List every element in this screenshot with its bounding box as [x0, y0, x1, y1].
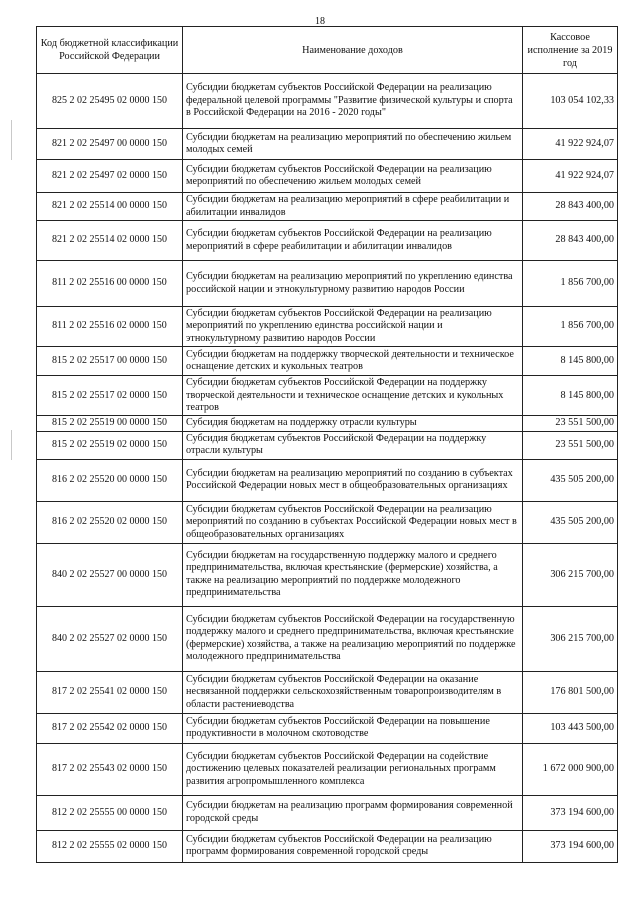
scan-edge-mark [11, 430, 12, 460]
table-row [37, 307, 618, 347]
row-code: 816 2 02 25520 00 0000 150 [37, 459, 183, 501]
row-name: Субсидии бюджетам субъектов Российской Федерации на реализацию мероприятий по укреплению единства российской нации и этнокультурному развитию народов России [183, 307, 523, 347]
scan-edge-mark [11, 120, 12, 160]
row-amount: 8 145 800,00 [523, 376, 618, 416]
table-row [37, 795, 618, 830]
row-amount: 306 215 700,00 [523, 606, 618, 671]
row-amount: 306 215 700,00 [523, 543, 618, 606]
row-name: Субсидии бюджетам на реализацию мероприятий по созданию в субъектах Российской Федерации новых мест в общеобразовательных организациях [183, 459, 523, 501]
row-amount: 8 145 800,00 [523, 347, 618, 376]
table-header-row [37, 27, 618, 74]
row-code: 821 2 02 25514 00 0000 150 [37, 193, 183, 221]
table-row [37, 459, 618, 501]
row-name: Субсидии бюджетам на реализацию программ формирования современной городской среды [183, 795, 523, 830]
row-name: Субсидии бюджетам субъектов Российской Федерации на содействие достижению целевых показателей реализации региональных программ развития агропромышленного комплекса [183, 743, 523, 795]
row-code: 825 2 02 25495 02 0000 150 [37, 74, 183, 129]
table-row [37, 74, 618, 129]
row-code: 821 2 02 25497 02 0000 150 [37, 160, 183, 193]
table-row [37, 347, 618, 376]
row-amount: 28 843 400,00 [523, 221, 618, 261]
row-amount: 23 551 500,00 [523, 416, 618, 431]
header-amount: Кассовое исполнение за 2019 год [523, 27, 618, 74]
row-code: 815 2 02 25519 00 0000 150 [37, 416, 183, 431]
row-name: Субсидии бюджетам на государственную поддержку малого и среднего предпринимательства, включая крестьянские (фермерские) хозяйства, а также на реализацию мероприятий по поддержке молодежного предпринимательства [183, 543, 523, 606]
row-amount: 103 443 500,00 [523, 713, 618, 743]
row-amount: 103 054 102,33 [523, 74, 618, 129]
row-name: Субсидии бюджетам субъектов Российской Федерации на повышение продуктивности в молочном скотоводстве [183, 713, 523, 743]
row-code: 811 2 02 25516 00 0000 150 [37, 261, 183, 307]
row-code: 840 2 02 25527 00 0000 150 [37, 543, 183, 606]
row-name: Субсидии бюджетам субъектов Российской Федерации на реализацию федеральной целевой программы "Развитие физической культуры и спорта в Российской Федерации на 2016 - 2020 годы" [183, 74, 523, 129]
row-amount: 435 505 200,00 [523, 501, 618, 543]
row-amount: 176 801 500,00 [523, 671, 618, 713]
row-name: Субсидии бюджетам на реализацию мероприятий по укреплению единства российской нации и этнокультурному развитию народов России [183, 261, 523, 307]
row-amount: 23 551 500,00 [523, 431, 618, 459]
table-row [37, 743, 618, 795]
header-code: Код бюджетной классификации Российской Федерации [37, 27, 183, 74]
table-row [37, 606, 618, 671]
row-name: Субсидии бюджетам на реализацию мероприятий в сфере реабилитации и абилитации инвалидов [183, 193, 523, 221]
row-code: 817 2 02 25543 02 0000 150 [37, 743, 183, 795]
row-amount: 1 856 700,00 [523, 261, 618, 307]
row-amount: 28 843 400,00 [523, 193, 618, 221]
header-name: Наименование доходов [183, 27, 523, 74]
table-row [37, 221, 618, 261]
row-code: 817 2 02 25542 02 0000 150 [37, 713, 183, 743]
row-code: 815 2 02 25519 02 0000 150 [37, 431, 183, 459]
row-name: Субсидия бюджетам субъектов Российской Федерации на поддержку отрасли культуры [183, 431, 523, 459]
table-row [37, 261, 618, 307]
row-amount: 41 922 924,07 [523, 160, 618, 193]
row-name: Субсидия бюджетам на поддержку отрасли культуры [183, 416, 523, 431]
row-code: 816 2 02 25520 02 0000 150 [37, 501, 183, 543]
row-amount: 1 856 700,00 [523, 307, 618, 347]
row-code: 815 2 02 25517 00 0000 150 [37, 347, 183, 376]
row-amount: 435 505 200,00 [523, 459, 618, 501]
table-row [37, 193, 618, 221]
row-name: Субсидии бюджетам на реализацию мероприятий по обеспечению жильем молодых семей [183, 129, 523, 160]
row-code: 817 2 02 25541 02 0000 150 [37, 671, 183, 713]
row-amount: 41 922 924,07 [523, 129, 618, 160]
table-row [37, 543, 618, 606]
row-amount: 373 194 600,00 [523, 830, 618, 862]
table-row [37, 376, 618, 416]
row-code: 812 2 02 25555 02 0000 150 [37, 830, 183, 862]
row-code: 821 2 02 25497 00 0000 150 [37, 129, 183, 160]
row-code: 811 2 02 25516 02 0000 150 [37, 307, 183, 347]
table-row [37, 160, 618, 193]
table-row [37, 501, 618, 543]
row-code: 821 2 02 25514 02 0000 150 [37, 221, 183, 261]
table-row [37, 671, 618, 713]
row-name: Субсидии бюджетам субъектов Российской Федерации на реализацию программ формирования современной городской среды [183, 830, 523, 862]
row-name: Субсидии бюджетам субъектов Российской Федерации на реализацию мероприятий по созданию в субъектах Российской Федерации новых мест в общеобразовательных организациях [183, 501, 523, 543]
row-amount: 373 194 600,00 [523, 795, 618, 830]
table-row [37, 431, 618, 459]
table-row [37, 129, 618, 160]
row-name: Субсидии бюджетам субъектов Российской Федерации на оказание несвязанной поддержки сельскохозяйственным товаропроизводителям в области растениеводства [183, 671, 523, 713]
row-code: 815 2 02 25517 02 0000 150 [37, 376, 183, 416]
row-amount: 1 672 000 900,00 [523, 743, 618, 795]
row-name: Субсидии бюджетам на поддержку творческой деятельности и техническое оснащение детских и кукольных театров [183, 347, 523, 376]
table-row [37, 830, 618, 862]
row-name: Субсидии бюджетам субъектов Российской Федерации на поддержку творческой деятельности и техническое оснащение детских и кукольных театров [183, 376, 523, 416]
revenue-table [36, 26, 618, 863]
table-row [37, 713, 618, 743]
row-name: Субсидии бюджетам субъектов Российской Федерации на реализацию мероприятий по обеспечению жильем молодых семей [183, 160, 523, 193]
page-number: 18 [315, 16, 325, 27]
row-name: Субсидии бюджетам субъектов Российской Федерации на государственную поддержку малого и среднего предпринимательства, включая крестьянские (фермерские) хозяйства, а также на реализацию мероприятий по поддержке молодежного предпринимательства [183, 606, 523, 671]
table-row [37, 416, 618, 431]
row-code: 812 2 02 25555 00 0000 150 [37, 795, 183, 830]
row-code: 840 2 02 25527 02 0000 150 [37, 606, 183, 671]
row-name: Субсидии бюджетам субъектов Российской Федерации на реализацию мероприятий в сфере реабилитации и абилитации инвалидов [183, 221, 523, 261]
